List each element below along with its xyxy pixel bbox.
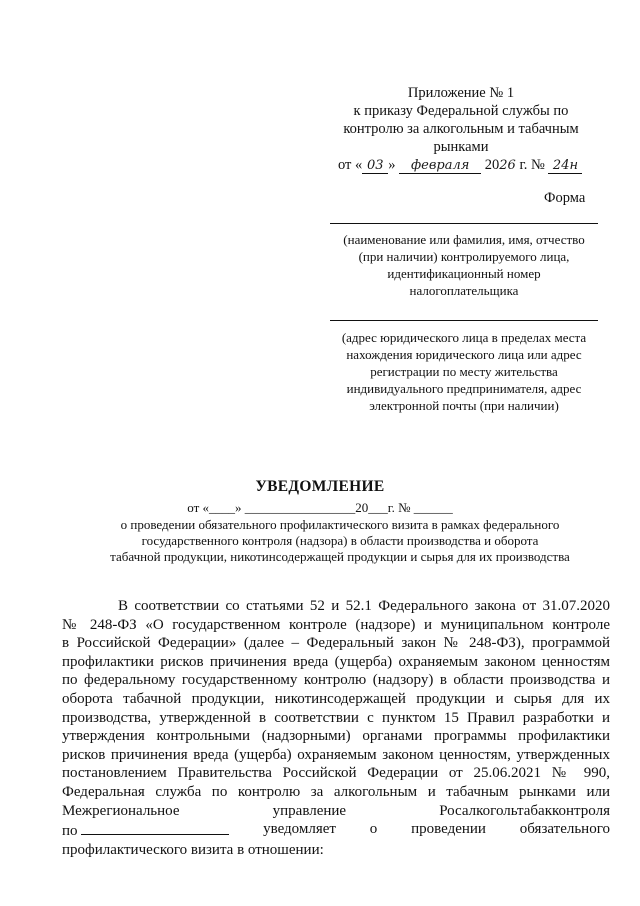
notice-subject: о проведении обязательного профилактического визита в рамках федерального государственного контроля (надзора) в области производства и оборота табачной продукции, никотинсодержащей продукции и сырья для их производства bbox=[110, 517, 570, 564]
handwritten-day: 03 bbox=[362, 159, 388, 174]
addressee-name-line bbox=[330, 223, 598, 224]
addressee-name-caption: (наименование или фамилия, имя, отчество (при наличии) контролируемого лица, идентификационный номер налогоплательщика bbox=[343, 232, 585, 298]
body-line: оборота табачной продукции, никотинсодержащей продукции и сырья для их bbox=[62, 690, 610, 707]
appendix-title: Приложение № 1 bbox=[407, 85, 515, 101]
body-line: производства, утвержденной в соответствии с пунктом 15 Правил разработки и bbox=[62, 709, 610, 726]
appendix-order-ref-end: рынками bbox=[433, 139, 489, 155]
body-line: рисков причинения вреда (ущерба) охраняемым законом ценностям, утвержденных bbox=[62, 746, 610, 763]
body-line: по федеральному государственному контролю (надзору) в области производства и bbox=[62, 672, 610, 689]
body-line-regional-office: Межрегиональное управление Росалкогольтабакконтроля bbox=[62, 802, 610, 819]
body-line: № 248-ФЗ «О государственном контроле (надзоре) и муниципальном контроле bbox=[62, 616, 610, 633]
notice-body bbox=[62, 597, 610, 859]
handwritten-order-number: 24н bbox=[548, 159, 582, 174]
notice-title: УВЕДОМЛЕНИЕ bbox=[255, 478, 385, 495]
body-line-last: профилактического визита в отношении: bbox=[62, 841, 324, 858]
body-line: утверждения контрольными (надзорными) органами программы профилактики bbox=[62, 728, 610, 745]
appendix-order-ref: к приказу Федеральной службы по bbox=[353, 103, 569, 119]
body-line: В соответствии со статьями 52 и 52.1 Федерального закона от 31.07.2020 bbox=[118, 598, 610, 614]
notice-date-number: от «____» _________________20___г. № ______ bbox=[187, 500, 453, 515]
body-line-notifies: по уведомляет о проведении обязательного bbox=[62, 821, 610, 840]
body-line: в Российской Федерации» (далее – Федеральный закон № 248-ФЗ), программой bbox=[62, 635, 610, 652]
handwritten-month: февраля bbox=[399, 159, 481, 174]
body-line: постановлением Правительства Российской Федерации от 25.06.2021 № 990, bbox=[62, 765, 610, 782]
body-line: профилактики рисков причинения вреда (ущерба) охраняемым законом ценностям bbox=[62, 653, 610, 670]
form-label: Форма bbox=[544, 190, 586, 206]
order-date-number: от « 03 » февраля 2026 г. № 24н bbox=[338, 156, 600, 174]
region-blank-field bbox=[81, 820, 229, 835]
addressee-address-caption: (адрес юридического лица в пределах места нахождения юридического лица или адрес регистрации по месту жительства индивидуального предпринимателя, адрес электронной почты (при наличии) bbox=[341, 330, 587, 413]
addressee-address-line bbox=[330, 320, 598, 321]
appendix-header bbox=[330, 84, 592, 156]
body-line: Федеральная служба по контролю за алкогольным и табачным рынками или bbox=[62, 783, 610, 800]
appendix-order-ref-cont: контролю за алкогольным и табачным bbox=[343, 121, 579, 137]
handwritten-year: 26 bbox=[499, 158, 516, 173]
